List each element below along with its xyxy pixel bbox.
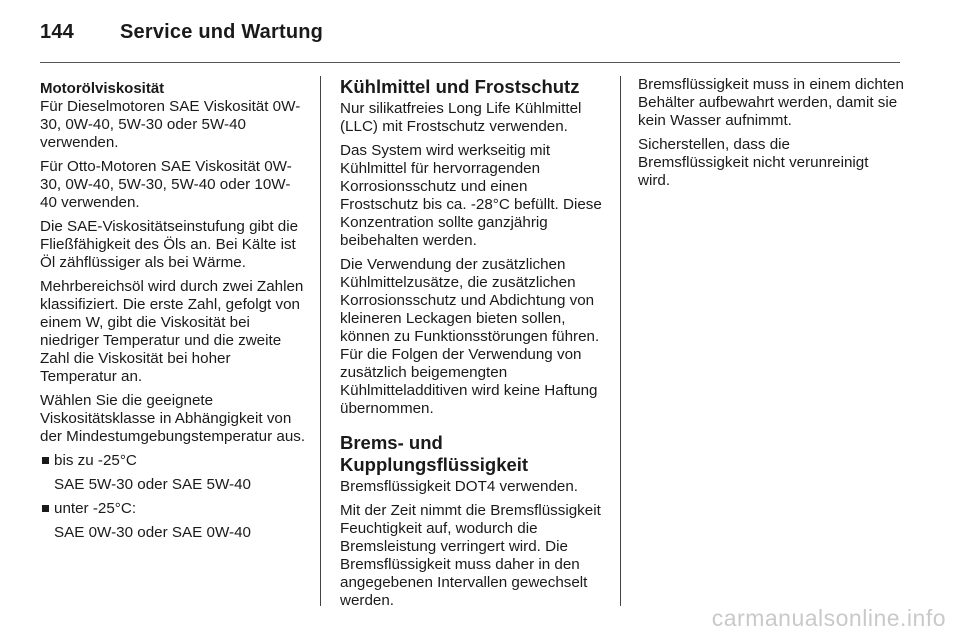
heading-engine-oil-viscosity: Motorölviskosität <box>40 80 165 97</box>
watermark: carmanualsonline.info <box>711 605 946 631</box>
column-2 <box>340 76 606 616</box>
viscosity-list <box>40 500 306 518</box>
viscosity-list <box>40 452 306 470</box>
paragraph: Die Verwendung der zusätzlichen Kühlmittelzusätze, die zusätzlichen Korrosionsschutz und Abdichtung von kleineren Leckagen bieten sollen, können zu Funktionsstörungen führen. Für die Folgen der Verwendung von zusätzlich beigemengten Kühlmitteladditiven wird keine Haftung übernommen. <box>340 256 600 417</box>
column-3 <box>638 76 904 196</box>
paragraph: Mit der Zeit nimmt die Bremsflüssigkeit Feuchtigkeit auf, wodurch die Bremsleistung verringert wird. Die Bremsflüssigkeit muss daher in den angegebenen Intervallen gewechselt werden. <box>340 502 601 609</box>
paragraph: Bremsflüssigkeit DOT4 verwenden. <box>340 478 579 495</box>
paragraph: Wählen Sie die geeignete Viskositätsklasse in Abhängigkeit von der Mindestumgebungstemperatur aus. <box>40 392 306 445</box>
paragraph: Mehrbereichsöl wird durch zwei Zahlen klassifiziert. Die erste Zahl, gefolgt von einem W, gibt die Viskosität bei niedriger Temperatur und die zweite Zahl die Viskosität bei hoher Temperatur an. <box>40 278 304 385</box>
paragraph: Sicherstellen, dass die Bremsflüssigkeit nicht verunreinigt wird. <box>638 136 869 189</box>
paragraph: Das System wird werkseitig mit Kühlmittel für hervorragenden Korrosionsschutz und einen Frostschutz bis ca. -28°C befüllt. Diese Konzentration sollte ganzjährig beibehalten werden. <box>340 142 602 249</box>
heading-brake-fluid <box>340 432 606 476</box>
heading-brake-fluid-line1: Brems- und <box>340 432 443 453</box>
list-item: unter -25°C: <box>40 500 306 518</box>
page-number: 144 <box>40 20 74 43</box>
heading-brake-fluid-line2: Kupplungsflüssigkeit <box>340 454 529 475</box>
list-item: bis zu -25°C <box>40 452 306 470</box>
header-rule <box>40 62 900 63</box>
column-1 <box>40 76 306 548</box>
paragraph: Nur silikatfreies Long Life Kühlmittel (LLC) mit Frostschutz verwenden. <box>340 100 582 135</box>
paragraph: Bremsflüssigkeit muss in einem dichten Behälter aufbewahrt werden, damit sie kein Wasser aufnimmt. <box>638 76 904 129</box>
list-item-detail: SAE 5W-30 oder SAE 5W-40 <box>54 476 251 493</box>
page-header <box>40 18 900 46</box>
paragraph: Die SAE-Viskositätseinstufung gibt die Fließfähigkeit des Öls an. Bei Kälte ist Öl zähflüssiger als bei Wärme. <box>40 218 299 271</box>
paragraph: Für Otto-Motoren SAE Viskosität 0W-30, 0W-40, 5W-30, 5W-40 oder 10W-40 verwenden. <box>40 158 292 211</box>
list-item-detail: SAE 0W-30 oder SAE 0W-40 <box>54 524 251 541</box>
column-divider <box>620 76 621 606</box>
heading-coolant: Kühlmittel und Frostschutz <box>340 76 580 97</box>
column-divider <box>320 76 321 606</box>
paragraph: Für Dieselmotoren SAE Viskosität 0W-30, 0W-40, 5W-30 oder 5W-40 verwenden. <box>40 98 301 151</box>
section-title: Service und Wartung <box>120 20 324 43</box>
